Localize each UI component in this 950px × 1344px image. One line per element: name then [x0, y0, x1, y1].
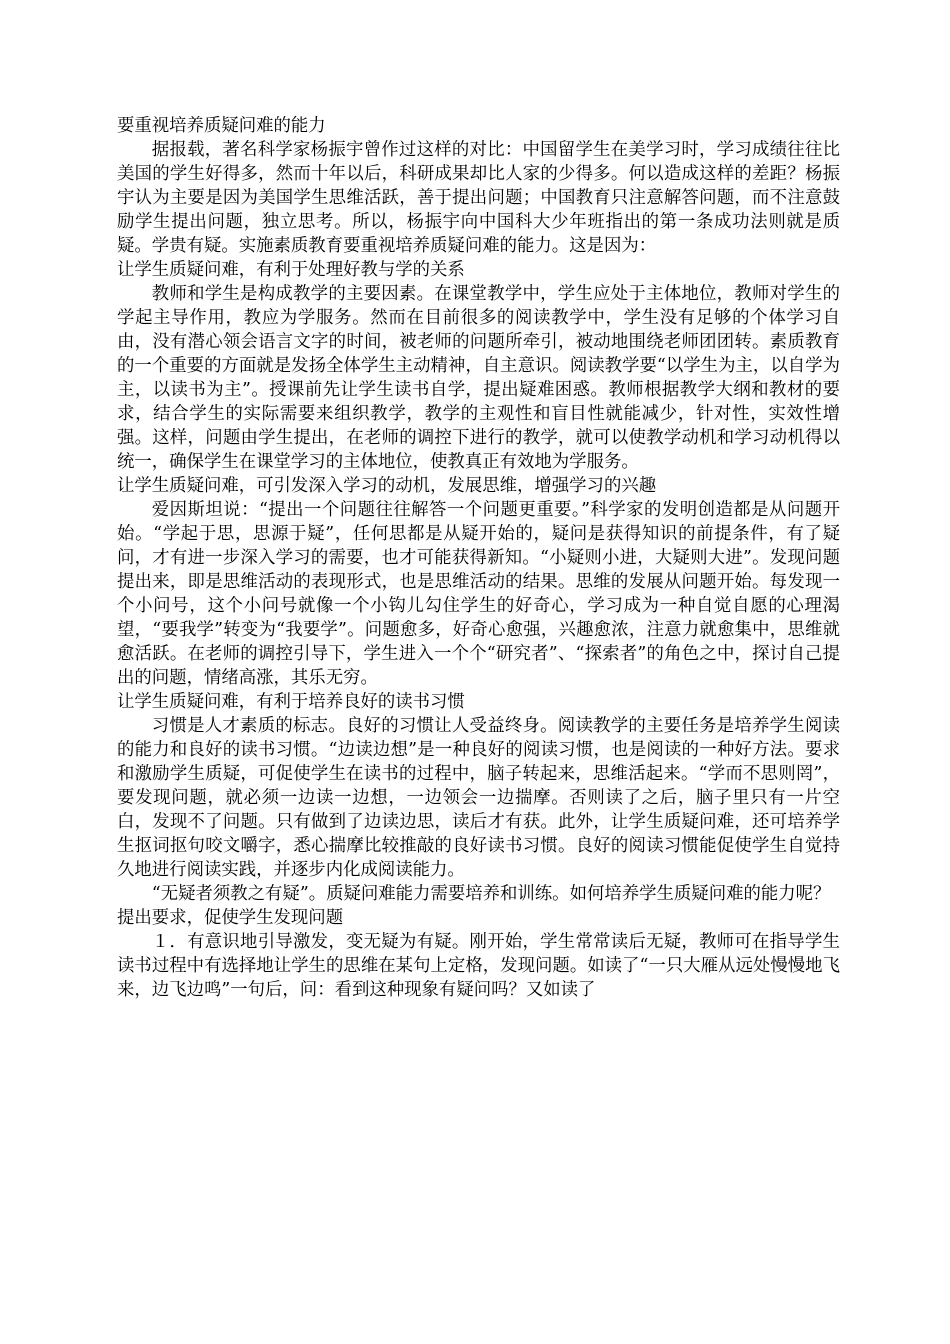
section-4 — [117, 906, 840, 1002]
section-heading: 让学生质疑问难，可引发深入学习的动机，发展思维，增强学习的兴趣 — [117, 476, 657, 496]
document-page — [117, 114, 840, 1002]
section-2 — [117, 474, 840, 690]
section-paragraph: 教师和学生是构成教学的主要因素。在课堂教学中，学生应处于主体地位，教师对学生的学起主导作用，教应为学服务。然而在目前很多的阅读教学中，学生没有足够的个体学习自由，没有潜心领会语言文字的时间，被老师的问题所牵引，被动地围绕老师团团转。素质教育的一个重要的方面就是发扬全体学生主动精神，自主意识。阅读教学要“以学生为主，以自学为主，以读书为主”。授课前先让学生读书自学，提出疑难困惑。教师根据教学大纲和教材的要求，结合学生的实际需要来组织教学，教学的主观性和盲目性就能减少，针对性，实效性增强。这样，问题由学生提出，在老师的调控下进行的教学，就可以使教学动机和学习动机得以统一，确保学生在课堂学习的主体地位，使教真正有效地为学服务。 — [117, 284, 840, 472]
section-paragraph: １．有意识地引导激发，变无疑为有疑。刚开始，学生常常读后无疑，教师可在指导学生读书过程中有选择地让学生的思维在某句上定格，发现问题。如读了“一只大雁从远处慢慢地飞来，边飞边鸣”一句后，问：看到这种现象有疑问吗？又如读了 — [117, 932, 840, 1000]
section-heading: 提出要求，促使学生发现问题 — [117, 908, 344, 928]
transition-paragraph: “无疑者须教之有疑”。质疑问难能力需要培养和训练。如何培养学生质疑问难的能力呢？ — [151, 884, 831, 904]
section-paragraph: 习惯是人才素质的标志。良好的习惯让人受益终身。阅读教学的主要任务是培养学生阅读的能力和良好的读书习惯。“边读边想”是一种良好的阅读习惯，也是阅读的一种好方法。要求和激励学生质疑，可促使学生在读书的过程中，脑子转起来，思维活起来。“学而不思则罔”，要发现问题，就必须一边读一边想，一边领会一边揣摩。否则读了之后，脑子里只有一片空白，发现不了问题。只有做到了边读边思，读后才有获。此外，让学生质疑问难，还可培养学生抠词抠句咬文嚼字，悉心揣摩比较推敲的良好读书习惯。良好的阅读习惯能促使学生自觉持久地进行阅读实践，并逐步内化成阅读能力。 — [117, 716, 840, 880]
section-1 — [117, 258, 840, 474]
section-heading: 让学生质疑问难，有利于处理好教与学的关系 — [117, 260, 465, 280]
intro-paragraph: 据报载，著名科学家杨振宇曾作过这样的对比：中国留学生在美学习时，学习成绩往往比美国的学生好得多，然而十年以后，科研成果却比人家的少得多。何以造成这样的差距？杨振宇认为主要是因为美国学生思维活跃，善于提出问题；中国教育只注意解答问题，而不注意鼓励学生提出问题，独立思考。所以，杨振宇向中国科大少年班指出的第一条成功法则就是质疑。学贵有疑。实施素质教育要重视培养质疑问难的能力。这是因为： — [117, 140, 840, 256]
section-paragraph: 爱因斯坦说：“提出一个问题往往解答一个问题更重要。”科学家的发明创造都是从问题开始。“学起于思，思源于疑”，任何思都是从疑开始的，疑问是获得知识的前提条件，有了疑问，才有进一步深入学习的需要，也才可能获得新知。“小疑则小进，大疑则大进”。发现问题提出来，即是思维活动的表现形式，也是思维活动的结果。思维的发展从问题开始。每发现一个小问号，这个小问号就像一个小钩儿勾住学生的好奇心，学习成为一种自觉自愿的心理渴望，“要我学”转变为“我要学”。问题愈多，好奇心愈强，兴趣愈浓，注意力就愈集中，思维就愈活跃。在老师的调控引导下，学生进入一个个“研究者”、“探索者”的角色之中，探讨自己提出的问题，情绪高涨，其乐无穷。 — [117, 500, 840, 688]
section-3 — [117, 690, 840, 906]
section-heading: 让学生质疑问难，有利于培养良好的读书习惯 — [117, 692, 465, 712]
document-title: 要重视培养质疑问难的能力 — [117, 116, 326, 136]
